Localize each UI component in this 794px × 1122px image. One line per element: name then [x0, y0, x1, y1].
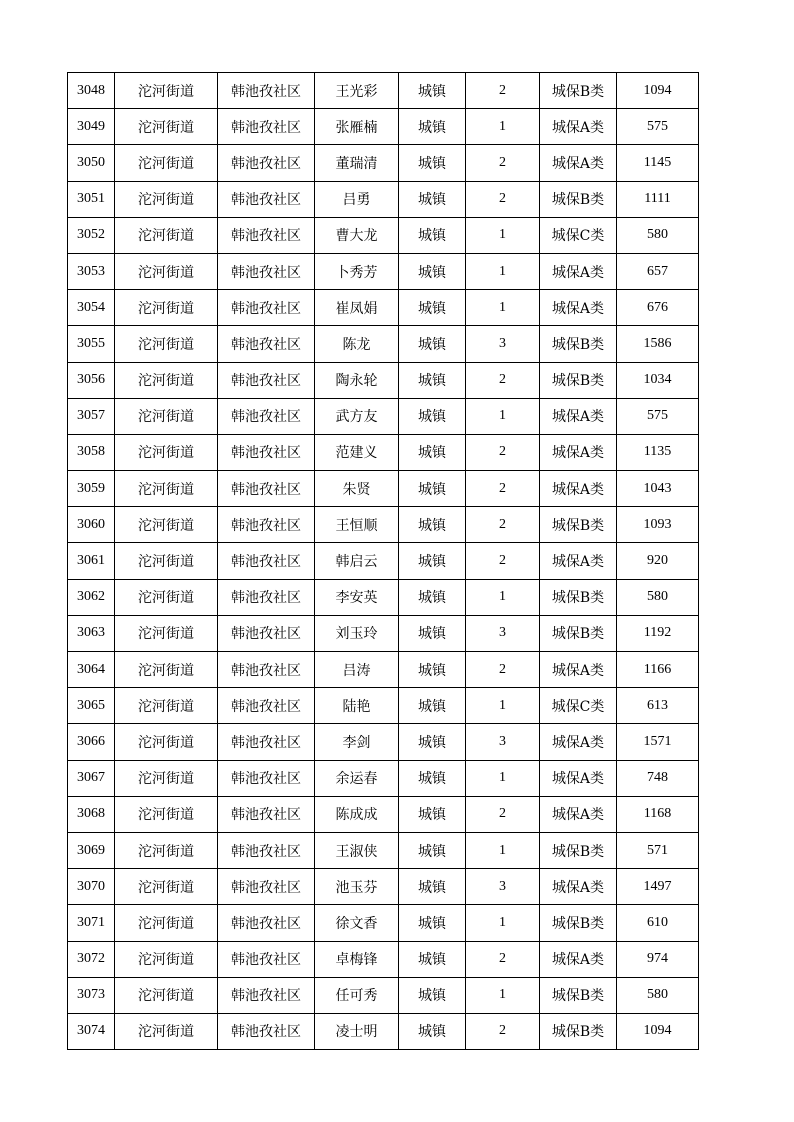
community-cell: 韩池孜社区 [218, 543, 315, 579]
name-cell: 王恒顺 [315, 507, 399, 543]
row-id-cell: 3055 [68, 326, 115, 362]
type-cell: 城镇 [399, 398, 466, 434]
category-cell: 城保B类 [540, 73, 617, 109]
community-cell: 韩池孜社区 [218, 253, 315, 289]
people-count-cell: 2 [466, 652, 540, 688]
community-cell: 韩池孜社区 [218, 290, 315, 326]
category-cell: 城保A类 [540, 434, 617, 470]
table-row [68, 796, 699, 832]
street-cell: 沱河街道 [115, 145, 218, 181]
table-row [68, 398, 699, 434]
row-id-cell: 3062 [68, 579, 115, 615]
name-cell: 王光彩 [315, 73, 399, 109]
type-cell: 城镇 [399, 579, 466, 615]
street-cell: 沱河街道 [115, 543, 218, 579]
people-count-cell: 1 [466, 760, 540, 796]
type-cell: 城镇 [399, 652, 466, 688]
category-cell: 城保A类 [540, 253, 617, 289]
name-cell: 任可秀 [315, 977, 399, 1013]
name-cell: 崔凤娟 [315, 290, 399, 326]
table-row [68, 941, 699, 977]
amount-cell: 575 [617, 398, 699, 434]
amount-cell: 657 [617, 253, 699, 289]
name-cell: 徐文香 [315, 905, 399, 941]
people-count-cell: 2 [466, 181, 540, 217]
community-cell: 韩池孜社区 [218, 796, 315, 832]
amount-cell: 748 [617, 760, 699, 796]
category-cell: 城保B类 [540, 615, 617, 651]
row-id-cell: 3069 [68, 832, 115, 868]
type-cell: 城镇 [399, 760, 466, 796]
type-cell: 城镇 [399, 941, 466, 977]
type-cell: 城镇 [399, 434, 466, 470]
people-count-cell: 1 [466, 253, 540, 289]
table-row [68, 760, 699, 796]
amount-cell: 974 [617, 941, 699, 977]
name-cell: 余运春 [315, 760, 399, 796]
name-cell: 李安英 [315, 579, 399, 615]
row-id-cell: 3050 [68, 145, 115, 181]
row-id-cell: 3053 [68, 253, 115, 289]
amount-cell: 580 [617, 579, 699, 615]
table-row [68, 73, 699, 109]
street-cell: 沱河街道 [115, 760, 218, 796]
name-cell: 卜秀芳 [315, 253, 399, 289]
category-cell: 城保B类 [540, 905, 617, 941]
category-cell: 城保A类 [540, 471, 617, 507]
community-cell: 韩池孜社区 [218, 217, 315, 253]
community-cell: 韩池孜社区 [218, 145, 315, 181]
people-count-cell: 2 [466, 73, 540, 109]
row-id-cell: 3054 [68, 290, 115, 326]
community-cell: 韩池孜社区 [218, 869, 315, 905]
name-cell: 王淑侠 [315, 832, 399, 868]
table-row [68, 543, 699, 579]
name-cell: 陈龙 [315, 326, 399, 362]
table-row [68, 109, 699, 145]
category-cell: 城保B类 [540, 362, 617, 398]
people-count-cell: 2 [466, 941, 540, 977]
type-cell: 城镇 [399, 253, 466, 289]
amount-cell: 1094 [617, 1013, 699, 1049]
people-count-cell: 1 [466, 688, 540, 724]
type-cell: 城镇 [399, 290, 466, 326]
name-cell: 武方友 [315, 398, 399, 434]
table-row [68, 652, 699, 688]
amount-cell: 1145 [617, 145, 699, 181]
community-cell: 韩池孜社区 [218, 398, 315, 434]
row-id-cell: 3068 [68, 796, 115, 832]
community-cell: 韩池孜社区 [218, 434, 315, 470]
records-table [67, 72, 699, 1050]
amount-cell: 1094 [617, 73, 699, 109]
row-id-cell: 3072 [68, 941, 115, 977]
type-cell: 城镇 [399, 832, 466, 868]
people-count-cell: 2 [466, 471, 540, 507]
street-cell: 沱河街道 [115, 977, 218, 1013]
category-cell: 城保B类 [540, 579, 617, 615]
type-cell: 城镇 [399, 362, 466, 398]
name-cell: 吕勇 [315, 181, 399, 217]
community-cell: 韩池孜社区 [218, 760, 315, 796]
street-cell: 沱河街道 [115, 796, 218, 832]
type-cell: 城镇 [399, 796, 466, 832]
community-cell: 韩池孜社区 [218, 109, 315, 145]
type-cell: 城镇 [399, 326, 466, 362]
street-cell: 沱河街道 [115, 290, 218, 326]
street-cell: 沱河街道 [115, 398, 218, 434]
category-cell: 城保A类 [540, 652, 617, 688]
community-cell: 韩池孜社区 [218, 977, 315, 1013]
row-id-cell: 3056 [68, 362, 115, 398]
people-count-cell: 1 [466, 579, 540, 615]
people-count-cell: 1 [466, 977, 540, 1013]
category-cell: 城保A类 [540, 543, 617, 579]
people-count-cell: 2 [466, 1013, 540, 1049]
amount-cell: 580 [617, 977, 699, 1013]
type-cell: 城镇 [399, 543, 466, 579]
street-cell: 沱河街道 [115, 362, 218, 398]
row-id-cell: 3057 [68, 398, 115, 434]
amount-cell: 1168 [617, 796, 699, 832]
people-count-cell: 2 [466, 796, 540, 832]
table-row [68, 181, 699, 217]
amount-cell: 1093 [617, 507, 699, 543]
type-cell: 城镇 [399, 905, 466, 941]
people-count-cell: 2 [466, 434, 540, 470]
people-count-cell: 2 [466, 543, 540, 579]
street-cell: 沱河街道 [115, 326, 218, 362]
category-cell: 城保B类 [540, 181, 617, 217]
category-cell: 城保C类 [540, 217, 617, 253]
amount-cell: 571 [617, 832, 699, 868]
name-cell: 陆艳 [315, 688, 399, 724]
row-id-cell: 3052 [68, 217, 115, 253]
table-row [68, 434, 699, 470]
row-id-cell: 3071 [68, 905, 115, 941]
row-id-cell: 3051 [68, 181, 115, 217]
people-count-cell: 3 [466, 326, 540, 362]
name-cell: 陈成成 [315, 796, 399, 832]
table-body [68, 73, 699, 1050]
people-count-cell: 1 [466, 109, 540, 145]
category-cell: 城保B类 [540, 977, 617, 1013]
community-cell: 韩池孜社区 [218, 579, 315, 615]
row-id-cell: 3059 [68, 471, 115, 507]
community-cell: 韩池孜社区 [218, 941, 315, 977]
table-row [68, 1013, 699, 1049]
street-cell: 沱河街道 [115, 579, 218, 615]
people-count-cell: 3 [466, 869, 540, 905]
type-cell: 城镇 [399, 977, 466, 1013]
name-cell: 吕涛 [315, 652, 399, 688]
table-row [68, 326, 699, 362]
name-cell: 卓梅锋 [315, 941, 399, 977]
name-cell: 凌士明 [315, 1013, 399, 1049]
street-cell: 沱河街道 [115, 688, 218, 724]
people-count-cell: 1 [466, 905, 540, 941]
type-cell: 城镇 [399, 145, 466, 181]
name-cell: 李剑 [315, 724, 399, 760]
name-cell: 董瑞清 [315, 145, 399, 181]
people-count-cell: 1 [466, 290, 540, 326]
type-cell: 城镇 [399, 615, 466, 651]
row-id-cell: 3060 [68, 507, 115, 543]
table-row [68, 579, 699, 615]
table-row [68, 615, 699, 651]
type-cell: 城镇 [399, 1013, 466, 1049]
street-cell: 沱河街道 [115, 253, 218, 289]
people-count-cell: 3 [466, 724, 540, 760]
amount-cell: 613 [617, 688, 699, 724]
category-cell: 城保B类 [540, 1013, 617, 1049]
table-row [68, 217, 699, 253]
street-cell: 沱河街道 [115, 652, 218, 688]
category-cell: 城保A类 [540, 724, 617, 760]
name-cell: 曹大龙 [315, 217, 399, 253]
row-id-cell: 3058 [68, 434, 115, 470]
amount-cell: 1111 [617, 181, 699, 217]
community-cell: 韩池孜社区 [218, 471, 315, 507]
people-count-cell: 2 [466, 507, 540, 543]
table-row [68, 507, 699, 543]
amount-cell: 1166 [617, 652, 699, 688]
people-count-cell: 2 [466, 145, 540, 181]
table-row [68, 869, 699, 905]
table-row [68, 688, 699, 724]
table-row [68, 724, 699, 760]
amount-cell: 920 [617, 543, 699, 579]
category-cell: 城保B类 [540, 832, 617, 868]
name-cell: 刘玉玲 [315, 615, 399, 651]
street-cell: 沱河街道 [115, 507, 218, 543]
category-cell: 城保C类 [540, 688, 617, 724]
row-id-cell: 3065 [68, 688, 115, 724]
community-cell: 韩池孜社区 [218, 73, 315, 109]
amount-cell: 1043 [617, 471, 699, 507]
community-cell: 韩池孜社区 [218, 1013, 315, 1049]
row-id-cell: 3066 [68, 724, 115, 760]
community-cell: 韩池孜社区 [218, 326, 315, 362]
street-cell: 沱河街道 [115, 217, 218, 253]
street-cell: 沱河街道 [115, 181, 218, 217]
table-row [68, 471, 699, 507]
community-cell: 韩池孜社区 [218, 688, 315, 724]
row-id-cell: 3063 [68, 615, 115, 651]
community-cell: 韩池孜社区 [218, 905, 315, 941]
type-cell: 城镇 [399, 181, 466, 217]
type-cell: 城镇 [399, 471, 466, 507]
amount-cell: 1571 [617, 724, 699, 760]
type-cell: 城镇 [399, 869, 466, 905]
table-row [68, 290, 699, 326]
row-id-cell: 3049 [68, 109, 115, 145]
type-cell: 城镇 [399, 217, 466, 253]
name-cell: 池玉芬 [315, 869, 399, 905]
people-count-cell: 1 [466, 217, 540, 253]
street-cell: 沱河街道 [115, 724, 218, 760]
street-cell: 沱河街道 [115, 109, 218, 145]
row-id-cell: 3048 [68, 73, 115, 109]
name-cell: 张雁楠 [315, 109, 399, 145]
category-cell: 城保A类 [540, 941, 617, 977]
row-id-cell: 3073 [68, 977, 115, 1013]
street-cell: 沱河街道 [115, 615, 218, 651]
name-cell: 韩启云 [315, 543, 399, 579]
street-cell: 沱河街道 [115, 1013, 218, 1049]
people-count-cell: 1 [466, 398, 540, 434]
category-cell: 城保A类 [540, 869, 617, 905]
type-cell: 城镇 [399, 724, 466, 760]
type-cell: 城镇 [399, 507, 466, 543]
row-id-cell: 3067 [68, 760, 115, 796]
community-cell: 韩池孜社区 [218, 615, 315, 651]
table-row [68, 362, 699, 398]
type-cell: 城镇 [399, 73, 466, 109]
row-id-cell: 3061 [68, 543, 115, 579]
street-cell: 沱河街道 [115, 832, 218, 868]
community-cell: 韩池孜社区 [218, 832, 315, 868]
street-cell: 沱河街道 [115, 73, 218, 109]
amount-cell: 1135 [617, 434, 699, 470]
category-cell: 城保A类 [540, 290, 617, 326]
row-id-cell: 3070 [68, 869, 115, 905]
category-cell: 城保A类 [540, 760, 617, 796]
category-cell: 城保B类 [540, 507, 617, 543]
category-cell: 城保B类 [540, 326, 617, 362]
table-row [68, 977, 699, 1013]
name-cell: 范建义 [315, 434, 399, 470]
table-row [68, 832, 699, 868]
community-cell: 韩池孜社区 [218, 507, 315, 543]
name-cell: 陶永轮 [315, 362, 399, 398]
street-cell: 沱河街道 [115, 941, 218, 977]
amount-cell: 1586 [617, 326, 699, 362]
community-cell: 韩池孜社区 [218, 362, 315, 398]
community-cell: 韩池孜社区 [218, 181, 315, 217]
street-cell: 沱河街道 [115, 471, 218, 507]
street-cell: 沱河街道 [115, 905, 218, 941]
table-row [68, 905, 699, 941]
people-count-cell: 1 [466, 832, 540, 868]
table-row [68, 253, 699, 289]
amount-cell: 575 [617, 109, 699, 145]
table-row [68, 145, 699, 181]
category-cell: 城保A类 [540, 109, 617, 145]
street-cell: 沱河街道 [115, 869, 218, 905]
amount-cell: 610 [617, 905, 699, 941]
people-count-cell: 2 [466, 362, 540, 398]
amount-cell: 1192 [617, 615, 699, 651]
amount-cell: 676 [617, 290, 699, 326]
name-cell: 朱贤 [315, 471, 399, 507]
category-cell: 城保A类 [540, 145, 617, 181]
community-cell: 韩池孜社区 [218, 724, 315, 760]
row-id-cell: 3064 [68, 652, 115, 688]
street-cell: 沱河街道 [115, 434, 218, 470]
category-cell: 城保A类 [540, 398, 617, 434]
amount-cell: 1034 [617, 362, 699, 398]
type-cell: 城镇 [399, 688, 466, 724]
type-cell: 城镇 [399, 109, 466, 145]
community-cell: 韩池孜社区 [218, 652, 315, 688]
row-id-cell: 3074 [68, 1013, 115, 1049]
amount-cell: 1497 [617, 869, 699, 905]
people-count-cell: 3 [466, 615, 540, 651]
category-cell: 城保A类 [540, 796, 617, 832]
amount-cell: 580 [617, 217, 699, 253]
